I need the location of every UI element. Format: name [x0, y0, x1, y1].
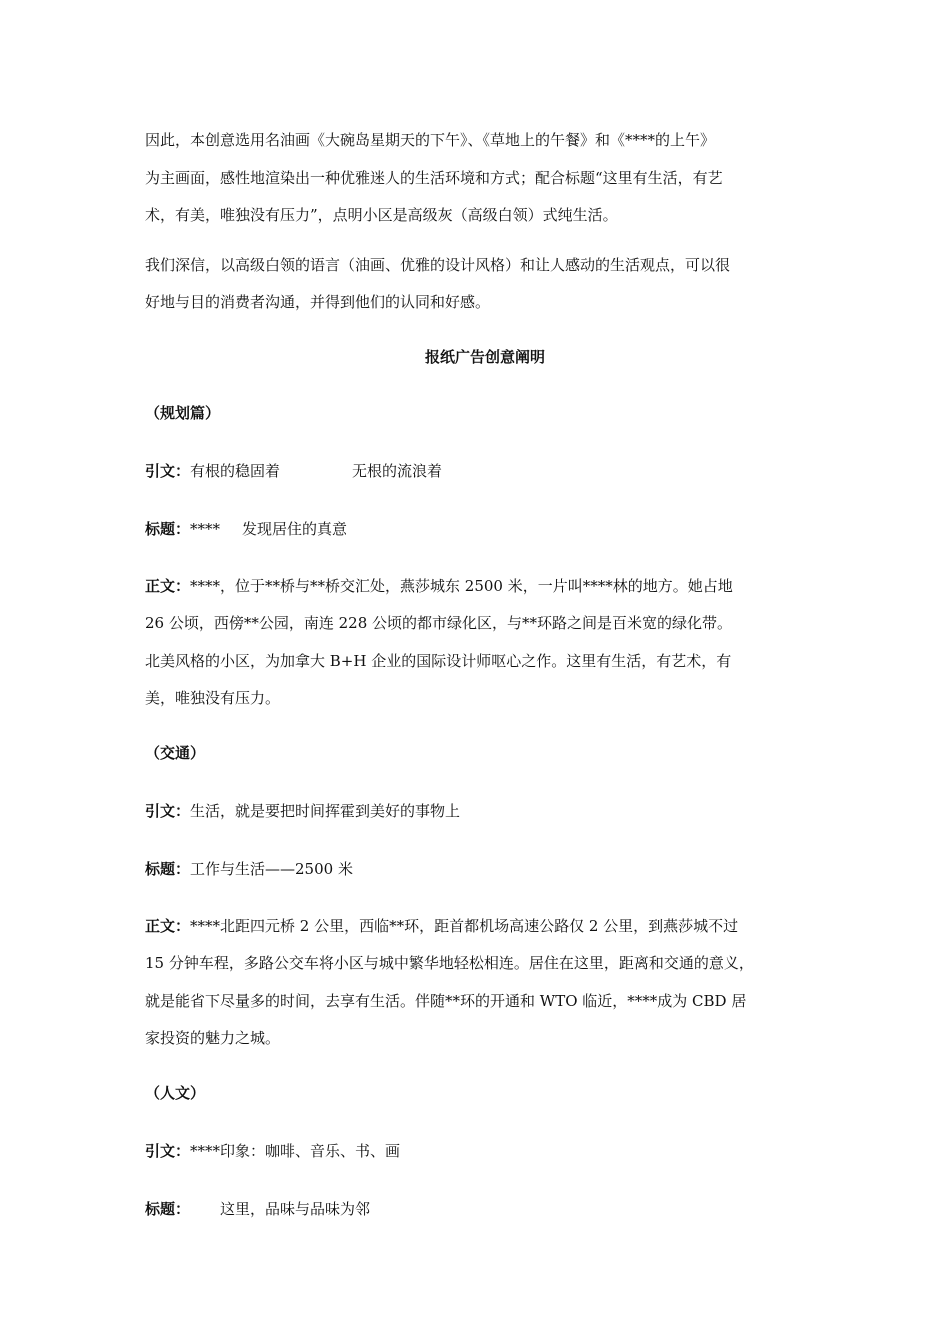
headline-text-a: **** — [190, 519, 221, 538]
body-label: 正文： — [145, 576, 191, 595]
text-line: 26 公顷，西傍**公园，南连 228 公顷的都市绿化区，与**环路之间是百米宽的绿化带。 — [145, 614, 733, 632]
section-title-planning: （规划篇） — [145, 403, 221, 422]
body-text-planning — [145, 568, 825, 718]
section-heading: 报纸广告创意阐明 — [424, 347, 545, 366]
headline-label: 标题： — [145, 1199, 191, 1218]
body-label: 正文： — [145, 916, 191, 935]
intro-paragraph-2 — [145, 247, 825, 322]
text-line: 北美风格的小区，为加拿大 B+H 企业的国际设计师呕心之作。这里有生活，有艺术，有 — [145, 651, 732, 670]
headline-text: 这里，品味与品味为邻 — [220, 1199, 371, 1218]
quote-row-culture — [145, 1137, 825, 1165]
quote-text-b: 无根的流浪着 — [352, 461, 443, 480]
headline-row-traffic — [145, 855, 825, 883]
intro-paragraph-1 — [145, 122, 825, 235]
quote-text-a: 有根的稳固着 — [190, 461, 281, 480]
body-text-traffic — [145, 908, 825, 1058]
headline-text: 工作与生活——2500 米 — [190, 859, 353, 878]
text-line: 美，唯独没有压力。 — [145, 689, 281, 707]
headline-label: 标题： — [145, 859, 191, 878]
quote-label: 引文： — [145, 461, 191, 480]
text-line: ****北距四元桥 2 公里，西临**环，距首都机场高速公路仅 2 公里，到燕莎城不过 — [190, 916, 739, 935]
text-line: 就是能省下尽量多的时间，去享有生活。伴随**环的开通和 WTO 临近，****成为 CBD 居 — [145, 991, 747, 1010]
text-line: 因此，本创意选用名油画《大碗岛星期天的下午》、《草地上的午餐》和《****的上午》 — [145, 131, 716, 149]
quote-text: 生活，就是要把时间挥霍到美好的事物上 — [190, 801, 461, 820]
text-line: 为主画面，感性地渲染出一种优雅迷人的生活环境和方式；配合标题“这里有生活，有艺 — [145, 168, 723, 187]
section-title-traffic: （交通） — [145, 743, 206, 762]
headline-row-culture — [145, 1195, 825, 1223]
quote-row-planning — [145, 457, 825, 485]
section-title-culture: （人文） — [145, 1083, 206, 1102]
headline-text-b: 发现居住的真意 — [242, 519, 348, 538]
text-line: 术，有美，唯独没有压力”，点明小区是高级灰（高级白领）式纯生活。 — [145, 206, 618, 224]
quote-row-traffic — [145, 797, 825, 825]
text-line: ****，位于**桥与**桥交汇处，燕莎城东 2500 米，一片叫****林的地方。她占地 — [190, 576, 733, 595]
quote-text: ****印象：咖啡、音乐、书、画 — [190, 1141, 401, 1160]
document-page — [145, 122, 825, 1253]
text-line: 15 分钟车程，多路公交车将小区与城中繁华地轻松相连。居住在这里，距离和交通的意义， — [145, 954, 754, 972]
headline-row-planning — [145, 515, 825, 543]
headline-label: 标题： — [145, 519, 191, 538]
quote-label: 引文： — [145, 801, 191, 820]
text-line: 我们深信，以高级白领的语言（油画、优雅的设计风格）和让人感动的生活观点，可以很 — [145, 255, 731, 274]
text-line: 好地与目的消费者沟通，并得到他们的认同和好感。 — [145, 293, 491, 311]
text-line: 家投资的魅力之城。 — [145, 1029, 281, 1047]
quote-label: 引文： — [145, 1141, 191, 1160]
